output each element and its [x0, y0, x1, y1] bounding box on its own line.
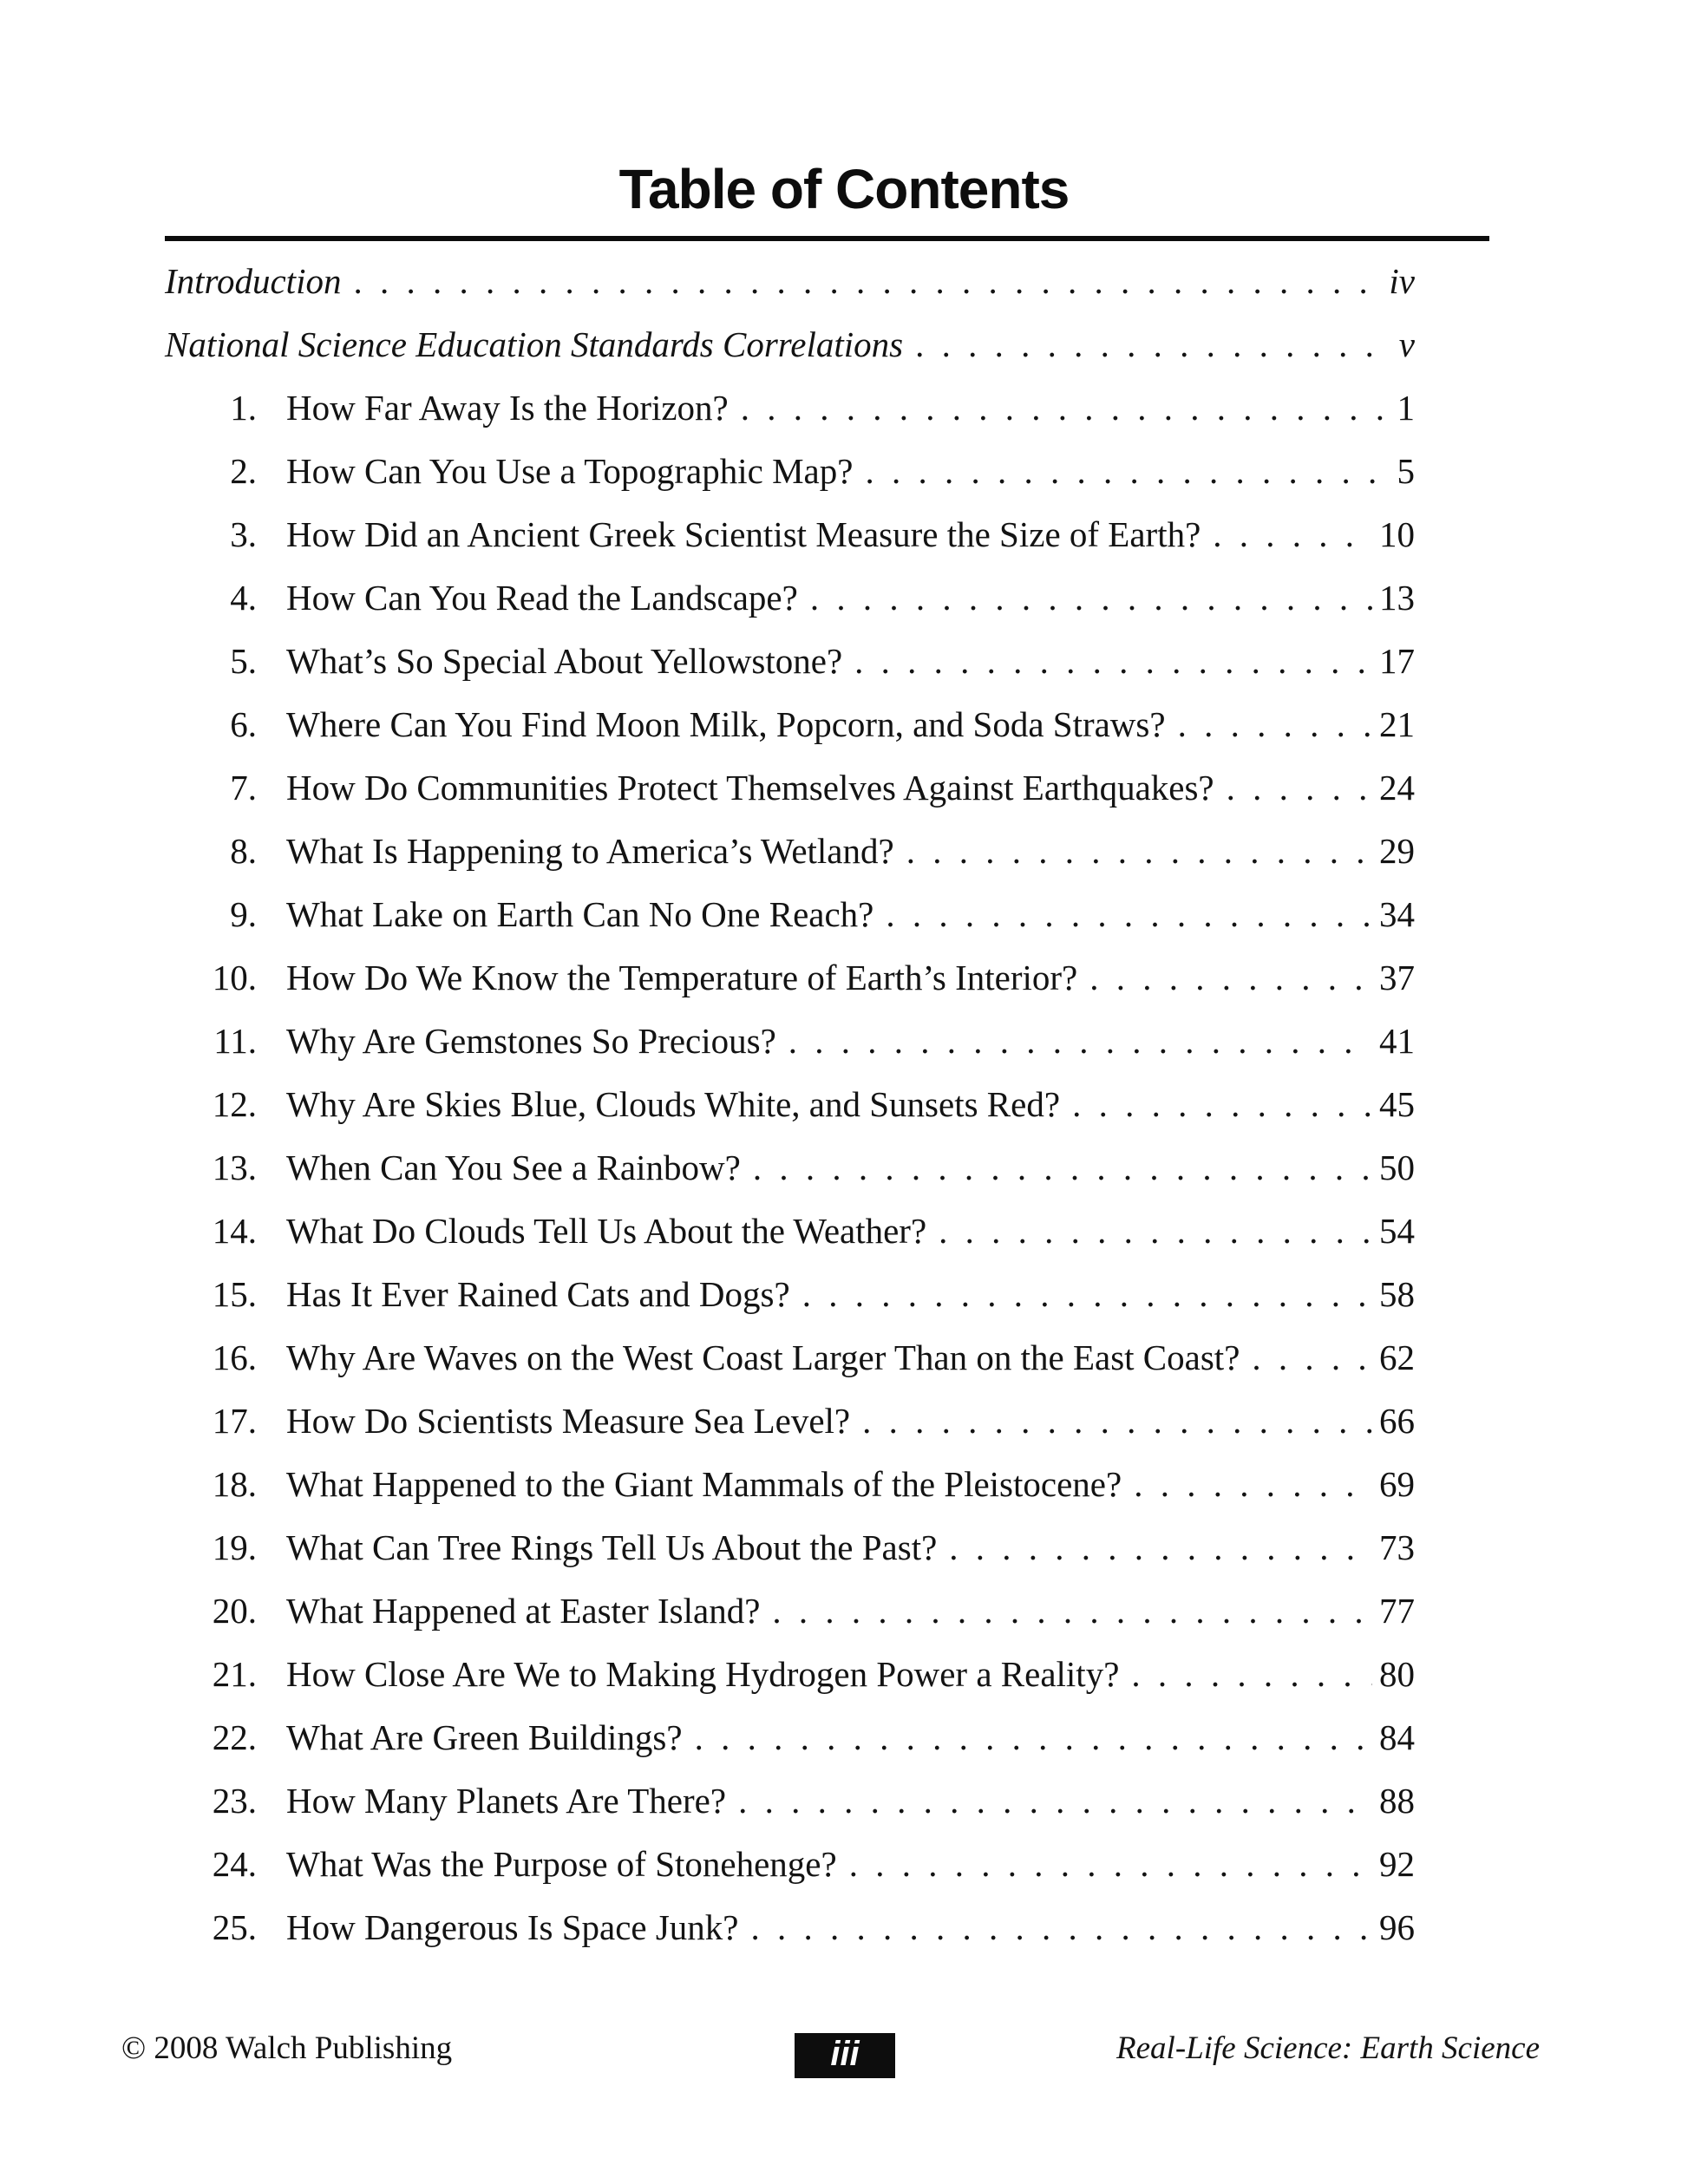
toc-chapter-row [165, 577, 1415, 618]
toc-entry-number: 7. [230, 768, 257, 808]
toc-entry-number: 23. [212, 1781, 257, 1821]
toc-chapter-row [165, 1210, 1415, 1252]
toc-entry-page: 34 [1379, 894, 1415, 934]
toc-entry-number: 19. [212, 1527, 257, 1567]
toc-chapter-row [165, 1083, 1415, 1125]
toc-entry-number: 13. [212, 1148, 257, 1187]
toc-entry-title: Why Are Gemstones So Precious? [286, 1021, 776, 1061]
toc-chapter-row [165, 1463, 1415, 1505]
toc-chapter-row [165, 1716, 1415, 1758]
toc-entry-title: How Do Communities Protect Themselves Against Earthquakes? [286, 768, 1214, 808]
toc-entry-title: How Far Away Is the Horizon? [286, 388, 729, 428]
dot-leader [1252, 1337, 1372, 1378]
toc-entry-page: 88 [1379, 1781, 1415, 1821]
dot-leader [751, 1906, 1373, 1948]
toc-entry-page: 37 [1379, 958, 1415, 997]
toc-entry-title: How Close Are We to Making Hydrogen Power a Reality? [286, 1654, 1120, 1694]
page-number-folio: iii [830, 2034, 860, 2073]
dot-leader [849, 1843, 1372, 1885]
toc-chapter-row [165, 1906, 1415, 1948]
toc-chapter-row [165, 450, 1415, 492]
dot-leader [802, 1273, 1372, 1315]
toc-entry-page: v [1398, 324, 1415, 364]
toc-entry-title: What Can Tree Rings Tell Us About the Past? [286, 1527, 938, 1567]
toc-entry-number: 8. [230, 831, 257, 871]
toc-entry-number: 14. [212, 1211, 257, 1251]
toc-entry-page: 45 [1379, 1084, 1415, 1124]
toc-chapter-row [165, 1400, 1415, 1442]
dot-leader [1131, 1653, 1372, 1695]
toc-front-matter-row [165, 324, 1415, 365]
toc-entry-page: 73 [1379, 1527, 1415, 1567]
toc-front-matter-row [165, 260, 1415, 302]
toc-chapter-row [165, 830, 1415, 872]
dot-leader [1134, 1463, 1372, 1505]
toc-entry-page: iv [1389, 261, 1415, 301]
dot-leader [741, 387, 1390, 428]
toc-entry-title: How Can You Use a Topographic Map? [286, 451, 854, 491]
toc-entry-page: 58 [1379, 1274, 1415, 1314]
toc-entry-title: Has It Ever Rained Cats and Dogs? [286, 1274, 790, 1314]
dot-leader [1213, 513, 1372, 555]
toc-entry-page: 1 [1397, 388, 1415, 428]
toc-entry-page: 41 [1379, 1021, 1415, 1061]
toc-entry-page: 13 [1379, 578, 1415, 618]
toc-entry-number: 22. [212, 1717, 257, 1757]
dot-leader [1072, 1083, 1372, 1125]
toc-entry-page: 21 [1379, 704, 1415, 744]
dot-leader [353, 260, 1382, 302]
toc-entry-title: How Many Planets Are There? [286, 1781, 727, 1821]
dot-leader [772, 1590, 1372, 1631]
toc-entry-page: 10 [1379, 514, 1415, 554]
toc-entry-title: What’s So Special About Yellowstone? [286, 641, 843, 681]
toc-entry-page: 69 [1379, 1464, 1415, 1504]
toc-entry-page: 84 [1379, 1717, 1415, 1757]
toc-entry-label: National Science Education Standards Correlations [165, 324, 904, 364]
dot-leader [1227, 767, 1372, 808]
copyright-text: © 2008 Walch Publishing [121, 2030, 453, 2066]
toc-chapter-row [165, 1020, 1415, 1062]
page-title: Table of Contents [618, 158, 1070, 220]
dot-leader [788, 1020, 1372, 1062]
toc-entry-page: 17 [1379, 641, 1415, 681]
dot-leader [1178, 703, 1372, 745]
toc-chapter-row [165, 387, 1415, 428]
toc-entry-title: How Can You Read the Landscape? [286, 578, 798, 618]
title-underline-rule [165, 236, 1489, 241]
toc-entry-title: How Do We Know the Temperature of Earth’s Interior? [286, 958, 1078, 997]
toc-entry-title: What Lake on Earth Can No One Reach? [286, 894, 874, 934]
toc-chapter-row [165, 1527, 1415, 1568]
toc-entry-number: 15. [212, 1274, 257, 1314]
toc-entry-number: 3. [230, 514, 257, 554]
toc-chapter-row [165, 957, 1415, 998]
toc-entry-number: 9. [230, 894, 257, 934]
toc-entry-label: Introduction [165, 261, 342, 301]
toc-entry-title: When Can You See a Rainbow? [286, 1148, 741, 1187]
dot-leader [886, 893, 1372, 935]
toc-entry-number: 20. [212, 1591, 257, 1631]
toc-entry-page: 5 [1397, 451, 1415, 491]
dot-leader [854, 640, 1372, 682]
toc-entry-title: What Is Happening to America’s Wetland? [286, 831, 894, 871]
toc-entry-number: 21. [212, 1654, 257, 1694]
toc-entry-title: How Did an Ancient Greek Scientist Measure the Size of Earth? [286, 514, 1201, 554]
toc-entry-page: 66 [1379, 1401, 1415, 1441]
toc-chapter-row [165, 1273, 1415, 1315]
toc-entry-number: 16. [212, 1337, 257, 1377]
dot-leader [695, 1716, 1372, 1758]
dot-leader [738, 1780, 1372, 1821]
toc-entry-number: 11. [213, 1021, 257, 1061]
toc-entry-number: 24. [212, 1844, 257, 1884]
toc-chapter-row [165, 767, 1415, 808]
toc-entry-number: 12. [212, 1084, 257, 1124]
dot-leader [939, 1210, 1372, 1252]
toc-entry-page: 96 [1379, 1907, 1415, 1947]
toc-entry-title: How Do Scientists Measure Sea Level? [286, 1401, 851, 1441]
toc-entry-number: 6. [230, 704, 257, 744]
dot-leader [865, 450, 1390, 492]
toc-chapter-row [165, 703, 1415, 745]
toc-entry-number: 17. [212, 1401, 257, 1441]
toc-entry-title: What Do Clouds Tell Us About the Weather? [286, 1211, 927, 1251]
toc-entry-page: 24 [1379, 768, 1415, 808]
toc-chapter-row [165, 1590, 1415, 1631]
toc-entry-title: What Are Green Buildings? [286, 1717, 683, 1757]
toc-entry-title: How Dangerous Is Space Junk? [286, 1907, 739, 1947]
dot-leader [810, 577, 1372, 618]
dot-leader [915, 324, 1392, 365]
toc-entry-page: 54 [1379, 1211, 1415, 1251]
dot-leader [753, 1147, 1372, 1188]
page-number-box [795, 2033, 895, 2078]
toc-entry-page: 80 [1379, 1654, 1415, 1694]
toc-chapter-row [165, 1653, 1415, 1695]
toc-entry-number: 18. [212, 1464, 257, 1504]
table-of-contents [165, 260, 1415, 1948]
dot-leader [1089, 957, 1372, 998]
book-title-text: Real-Life Science: Earth Science [1116, 2030, 1540, 2066]
toc-entry-page: 62 [1379, 1337, 1415, 1377]
toc-entry-title: What Was the Purpose of Stonehenge? [286, 1844, 837, 1884]
toc-chapter-row [165, 640, 1415, 682]
toc-entry-title: Why Are Skies Blue, Clouds White, and Sunsets Red? [286, 1084, 1061, 1124]
toc-chapter-row [165, 1780, 1415, 1821]
toc-entry-page: 77 [1379, 1591, 1415, 1631]
dot-leader [862, 1400, 1372, 1442]
toc-entry-title: Where Can You Find Moon Milk, Popcorn, and Soda Straws? [286, 704, 1166, 744]
dot-leader [949, 1527, 1372, 1568]
toc-entry-number: 1. [230, 388, 257, 428]
toc-entry-page: 92 [1379, 1844, 1415, 1884]
toc-entry-page: 29 [1379, 831, 1415, 871]
toc-chapter-row [165, 1337, 1415, 1378]
toc-entry-number: 4. [230, 578, 257, 618]
toc-chapter-row [165, 1843, 1415, 1885]
toc-entry-number: 2. [230, 451, 257, 491]
toc-entry-title: Why Are Waves on the West Coast Larger Than on the East Coast? [286, 1337, 1240, 1377]
dot-leader [906, 830, 1372, 872]
toc-entry-number: 5. [230, 641, 257, 681]
toc-entry-number: 25. [212, 1907, 257, 1947]
toc-entry-title: What Happened at Easter Island? [286, 1591, 761, 1631]
toc-chapter-row [165, 893, 1415, 935]
toc-entry-number: 10. [212, 958, 257, 997]
toc-chapter-row [165, 1147, 1415, 1188]
toc-entry-page: 50 [1379, 1148, 1415, 1187]
toc-chapter-row [165, 513, 1415, 555]
toc-entry-title: What Happened to the Giant Mammals of the Pleistocene? [286, 1464, 1122, 1504]
